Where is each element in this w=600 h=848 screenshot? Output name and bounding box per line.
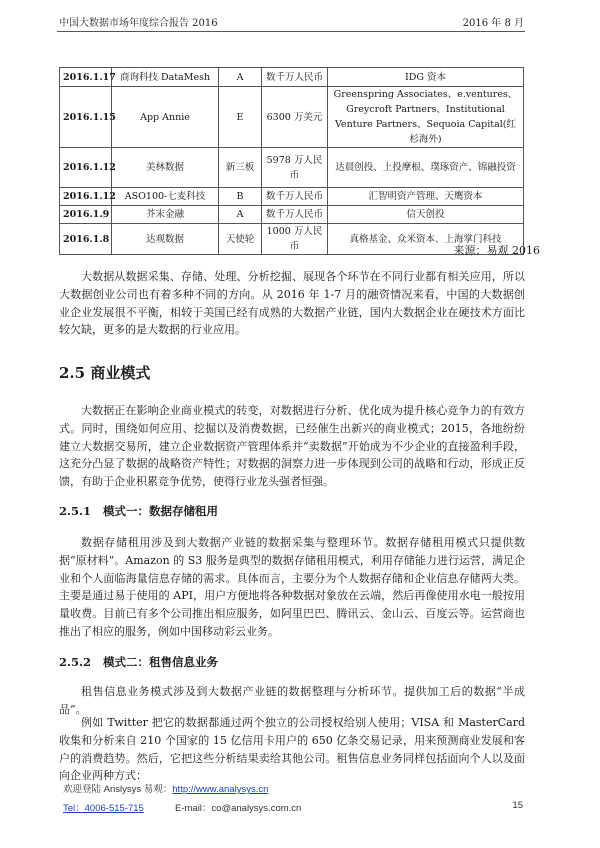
date-cell: 2016.1.17 <box>60 68 112 87</box>
subsection-2-paragraph-2: 例如 Twitter 把它的数据都通过两个独立的公司授权给别人使用；VISA 和 MasterCard 收集和分析来自 210 个国家的 15 亿信用卡用户的 650 亿条交易记录，用来预测商业发展和客户的消费趋势。然后，它把这些分析结果卖给其他公司。租售信息业务同样包括面向个人以及面向企业两种方式： <box>59 716 525 783</box>
table-row <box>60 68 524 87</box>
intro-paragraph: 大数据从数据采集、存储、处理、分析挖掘、展现各个环节在不同行业都有相关应用，所以大数据创业公司也有着多种不同的方向。从 2016 年 1-7 月的融资情况来看，中国的大数据创业企业发展很不平衡，相较于美国已经有成熟的大数据产业链，国内大数据企业在硬技术方面比较欠缺，更多的是大数据的行业应用。 <box>59 270 525 337</box>
website-link[interactable]: http://www.analysys.cn <box>172 784 269 795</box>
table-row <box>60 148 524 188</box>
subsection-title: 模式二：租售信息业务 <box>103 655 218 669</box>
company-cell: 达观数据 <box>112 224 219 255</box>
round-cell: B <box>219 188 262 206</box>
table-source: 来源：易观 2016 <box>453 244 540 257</box>
header-title: 中国大数据市场年度综合报告 2016 <box>59 18 218 29</box>
amount-cell: 5978 万人民币 <box>262 148 328 188</box>
company-cell: 美林数据 <box>112 148 219 188</box>
funding-table <box>59 67 524 255</box>
subsection-heading-1 <box>59 503 218 519</box>
investors-cell: Greenspring Associates、e.ventures、Greycroft Partners、Institutional Venture Partners、Sequoia Capital(红杉海外) <box>328 87 524 148</box>
footer-welcome-line <box>63 781 268 795</box>
subsection-number: 2.5.2 <box>59 655 92 669</box>
round-cell: 新三板 <box>219 148 262 188</box>
header-date: 2016 年 8 月 <box>462 18 524 29</box>
page-number: 15 <box>512 800 523 811</box>
investors-cell: 达晨创投、上投摩根、璞琢资产、锦融投资 <box>328 148 524 188</box>
date-cell: 2016.1.12 <box>60 148 112 188</box>
footer-welcome: 欢迎登陆 Anslysys 易观： <box>63 784 173 795</box>
investors-cell: 真格基金、众米资本、上海掌门科技 <box>328 224 524 255</box>
subsection-number: 2.5.1 <box>59 504 92 518</box>
round-cell: 天使轮 <box>219 224 262 255</box>
date-cell: 2016.1.9 <box>60 206 112 224</box>
amount-cell: 数千万人民币 <box>262 206 328 224</box>
header-divider <box>57 31 525 32</box>
round-cell: A <box>219 206 262 224</box>
company-cell: 商询科技 DataMesh <box>112 68 219 87</box>
subsection-2-paragraph-1: 租售信息业务模式涉及到大数据产业链的数据整理与分析环节。提供加工后的数据“半成品”。 <box>59 685 525 716</box>
investors-cell: 汇智明资产管理、天鹰资本 <box>328 188 524 206</box>
section-heading: 2.5 商业模式 <box>59 364 151 382</box>
section-paragraph: 大数据正在影响企业商业模式的转变，对数据进行分析、优化成为提升核心竞争力的有效方式。同时，围绕如何应用、挖掘以及消费数据，已经催生出新兴的商业模式；2015，各地纷纷建立大数据交易所，建立企业数据资产管理体系并“卖数据”开始成为不少企业的直接盈利手段，这充分凸显了数据的战略资产特性；对数据的洞察力进一步体现到公司的战略和行动，形成正反馈，有助于企业积累竞争优势，使得行业龙头强者恒强。 <box>59 404 525 489</box>
subsection-title: 模式一：数据存储租用 <box>103 504 218 518</box>
date-cell: 2016.1.12 <box>60 188 112 206</box>
subsection-1-paragraph: 数据存储租用涉及到大数据产业链的数据采集与整理环节。数据存储租用模式只提供数据“原材料”。Amazon 的 S3 服务是典型的数据存储租用模式，利用存储能力进行运营，满足企业和个人面临海量信息存储的需求。具体而言，主要分为个人数据存储和企业信息存储两大类。主要是通过易于使用的 API，用户方便地将各种数据对象放在云端，然后再像使用水电一般按用量收费。目前已有多个公司推出相应服务，如阿里巴巴、腾讯云、金山云、百度云等。运营商也推出了相应的服务，例如中国移动彩云业务。 <box>59 536 525 638</box>
table-row <box>60 87 524 148</box>
company-cell: App Annie <box>112 87 219 148</box>
company-cell: ASO100-七麦科技 <box>112 188 219 206</box>
date-cell: 2016.1.15 <box>60 87 112 148</box>
amount-cell: 数千万人民币 <box>262 68 328 87</box>
round-cell: E <box>219 87 262 148</box>
table-row <box>60 188 524 206</box>
amount-cell: 1000 万人民币 <box>262 224 328 255</box>
table-row <box>60 206 524 224</box>
round-cell: A <box>219 68 262 87</box>
subsection-heading-2 <box>59 654 218 670</box>
investors-cell: IDG 资本 <box>328 68 524 87</box>
footer-email: E-mail：co@analysys.com.cn <box>175 803 302 814</box>
phone-link[interactable]: Tel：4006-515-715 <box>63 803 144 814</box>
amount-cell: 6300 万美元 <box>262 87 328 148</box>
company-cell: 芥末金融 <box>112 206 219 224</box>
investors-cell: 信天创投 <box>328 206 524 224</box>
date-cell: 2016.1.8 <box>60 224 112 255</box>
amount-cell: 数千万人民币 <box>262 188 328 206</box>
